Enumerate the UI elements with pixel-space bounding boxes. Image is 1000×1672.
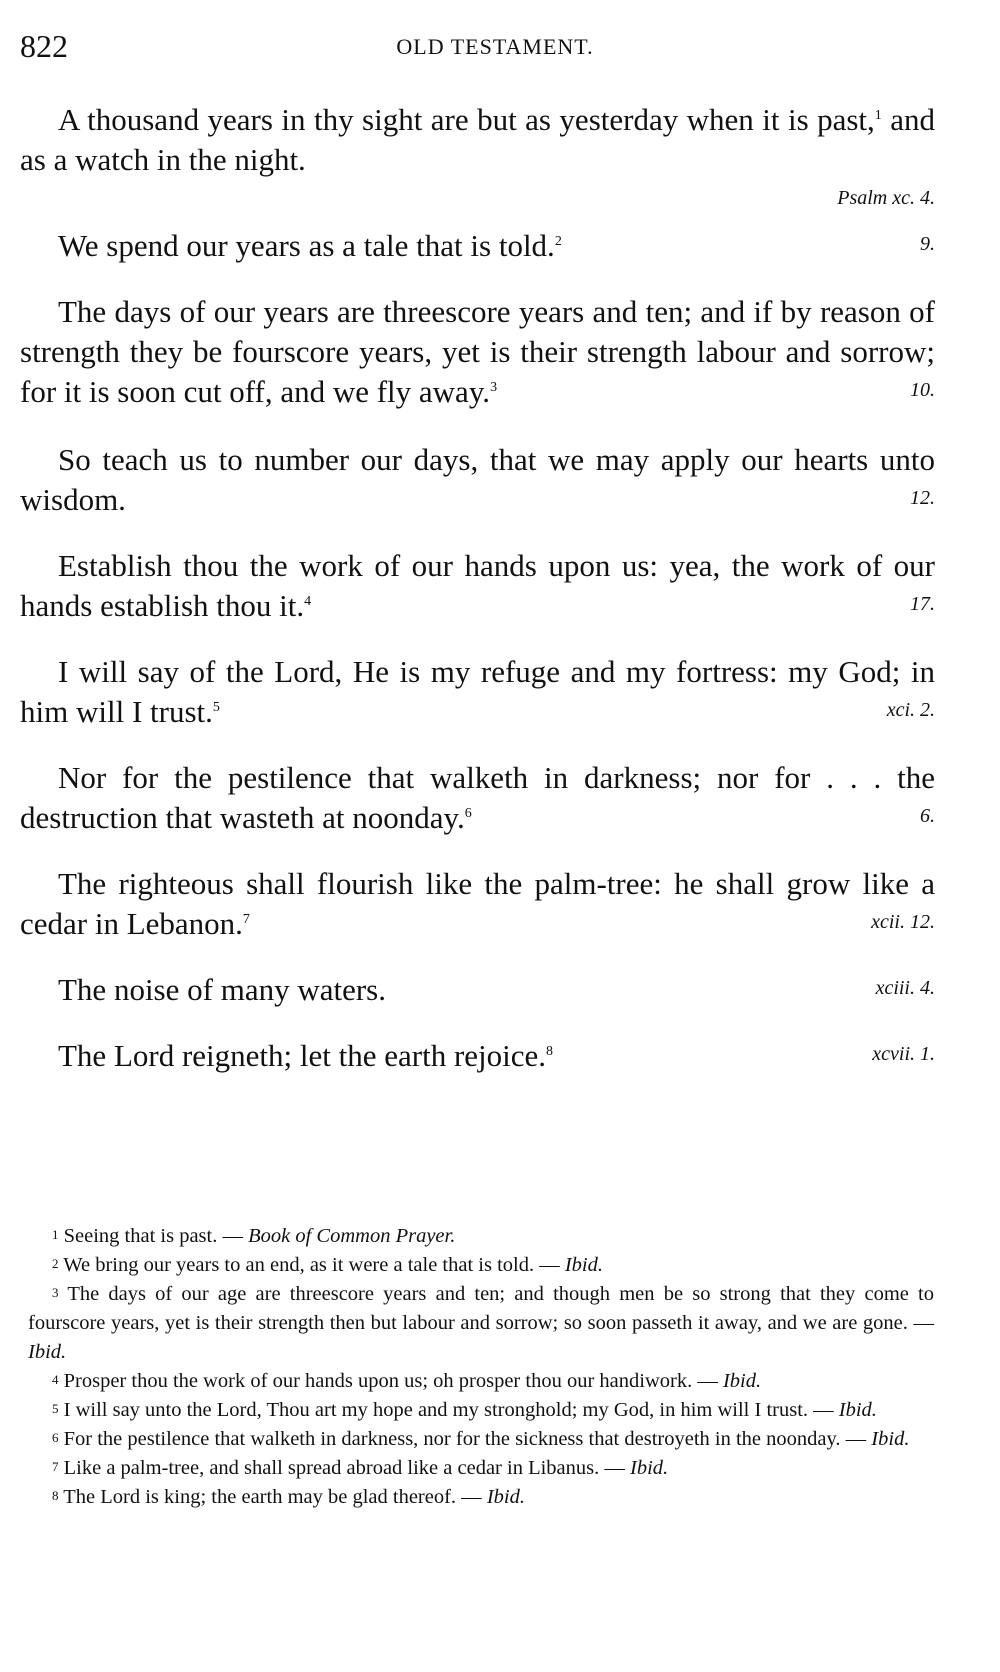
- quote-reference: 10.: [910, 379, 935, 401]
- footnote-text: Seeing that is past. —: [63, 1225, 249, 1247]
- quote-text: So teach us to number our days, that we may apply our hearts unto wisdom.: [20, 442, 935, 517]
- footnote-number: 5: [52, 1401, 59, 1416]
- running-title: OLD TESTAMENT.: [396, 34, 594, 59]
- footnote-ref[interactable]: 4: [304, 594, 312, 609]
- footnote-number: 3: [52, 1285, 59, 1300]
- footnote-number: 1: [52, 1227, 59, 1242]
- footnote-8: [28, 1483, 934, 1512]
- footnote-ref[interactable]: 1: [874, 108, 882, 123]
- quote-text: The righteous shall flourish like the palm-tree: he shall grow like a cedar in Lebanon.: [20, 866, 935, 941]
- quote-4: [20, 440, 935, 520]
- quote-reference: 17.: [910, 593, 935, 615]
- footnote-source: Ibid.: [564, 1254, 604, 1276]
- quote-1: [20, 100, 935, 184]
- quote-2: [20, 226, 935, 266]
- footnote-number: 6: [52, 1430, 59, 1445]
- quote-reference: xci. 2.: [886, 699, 935, 721]
- quote-reference: xcvii. 1.: [872, 1043, 935, 1065]
- footnotes: [28, 1222, 934, 1512]
- page-number: 822: [20, 28, 68, 64]
- footnote-number: 7: [52, 1459, 59, 1474]
- footnote-6: [28, 1425, 934, 1454]
- footnote-source: Ibid.: [28, 1341, 67, 1363]
- quote-text-tail: and as a watch in the night.: [20, 102, 935, 177]
- quote-text: A thousand years in thy sight are but as yesterday when it is past,: [58, 102, 875, 137]
- quote-text: Establish thou the work of our hands upon us: yea, the work of our hands establish thou it.: [20, 548, 935, 623]
- quote-text: We spend our years as a tale that is told.: [58, 228, 555, 263]
- quote-text: The noise of many waters.: [58, 972, 386, 1007]
- footnote-ref[interactable]: 7: [242, 912, 250, 927]
- footnote-ref[interactable]: 3: [490, 380, 498, 395]
- footnote-text: I will say unto the Lord, Thou art my hope and my stronghold; my God, in him will I trust. —: [63, 1399, 839, 1421]
- quote-5: [20, 546, 935, 626]
- footnote-number: 8: [52, 1488, 59, 1503]
- footnote-source: Ibid.: [838, 1399, 877, 1421]
- footnote-number: 2: [52, 1256, 59, 1271]
- footnote-number: 4: [52, 1372, 59, 1387]
- quote-reference: xcii. 12.: [871, 911, 935, 933]
- footnote-ref[interactable]: 5: [212, 700, 220, 715]
- footnote-7: [28, 1454, 934, 1483]
- footnote-source: Book of Common Prayer.: [248, 1225, 456, 1247]
- footnote-5: [28, 1396, 934, 1425]
- footnote-text: Like a palm-tree, and shall spread abroad like a cedar in Libanus. —: [63, 1457, 630, 1479]
- quote-reference: 6.: [920, 805, 935, 827]
- footnote-text: The Lord is king; the earth may be glad thereof. —: [63, 1486, 487, 1508]
- footnote-text: The days of our age are threescore years and ten; and though men be so strong that they come to fourscore years, yet is their strength then but labour and sorrow; so soon passeth it away, and we are gone. —: [28, 1283, 934, 1334]
- footnote-source: Ibid.: [871, 1428, 910, 1450]
- quote-text: The Lord reigneth; let the earth rejoice.: [58, 1038, 547, 1073]
- quote-reference: Psalm xc. 4.: [837, 187, 935, 209]
- footnote-source: Ibid.: [630, 1457, 669, 1479]
- quote-reference: 9.: [920, 233, 935, 255]
- footnote-ref[interactable]: 8: [546, 1044, 554, 1059]
- footnote-text: For the pestilence that walketh in darkness, nor for the sickness that destroyeth in the noonday. —: [63, 1428, 872, 1450]
- footnote-ref[interactable]: 6: [464, 806, 472, 821]
- quote-7: [20, 758, 935, 838]
- quote-9: [20, 970, 935, 1010]
- quote-6: [20, 652, 935, 732]
- quote-3: [20, 292, 935, 412]
- footnote-3: [28, 1280, 934, 1367]
- footnote-source: Ibid.: [722, 1370, 762, 1392]
- quote-reference: xciii. 4.: [875, 977, 935, 999]
- footnote-text: We bring our years to an end, as it were a tale that is told. —: [63, 1254, 565, 1276]
- footnote-source: Ibid.: [486, 1486, 525, 1508]
- footnote-2: [28, 1251, 934, 1280]
- footnote-ref[interactable]: 2: [554, 234, 562, 249]
- quote-10: [20, 1036, 935, 1076]
- quote-text: I will say of the Lord, He is my refuge and my fortress: my God; in him will I trust.: [20, 654, 935, 729]
- quote-8: [20, 864, 935, 944]
- quotations: [20, 100, 935, 1076]
- quote-text: The days of our years are threescore years and ten; and if by reason of strength they be fourscore years, yet is their strength labour and sorrow; for it is soon cut off, and we fly away.: [20, 294, 935, 409]
- page-header: [20, 28, 970, 68]
- quote-text: Nor for the pestilence that walketh in darkness; nor for . . . the destruction that wasteth at noonday.: [20, 760, 935, 835]
- footnote-4: [28, 1367, 934, 1396]
- quote-reference: 12.: [910, 487, 935, 509]
- footnote-text: Prosper thou the work of our hands upon us; oh prosper thou our handiwork. —: [63, 1370, 723, 1392]
- footnote-1: [28, 1222, 934, 1251]
